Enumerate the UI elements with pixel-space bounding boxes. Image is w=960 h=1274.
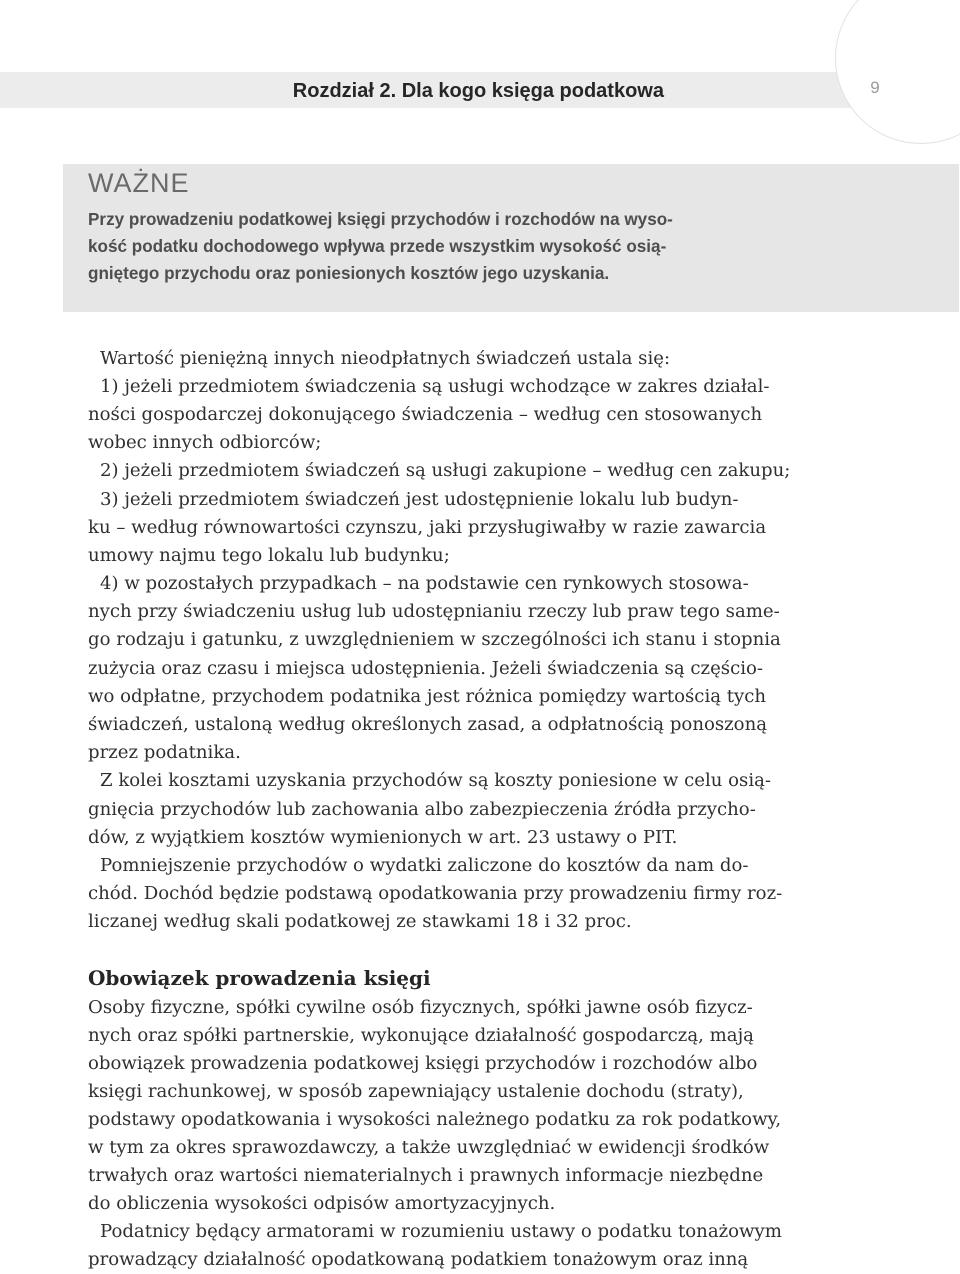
body-line: 3) jeżeli przedmiotem świadczeń jest udostępnienie lokalu lub budyn- — [100, 489, 739, 510]
body-line: wobec innych odbiorców; — [88, 432, 322, 453]
body-line: Z kolei kosztami uzyskania przychodów są koszty poniesione w celu osią- — [100, 770, 772, 791]
body-line: dów, z wyjątkiem kosztów wymienionych w art. 23 ustawy o PIT. — [88, 827, 678, 848]
section-line: do obliczenia wysokości odpisów amortyzacyjnych. — [88, 1193, 556, 1214]
section-line: trwałych oraz wartości niematerialnych i prawnych informacje niezbędne — [88, 1165, 764, 1186]
chapter-title: Rozdział 2. Dla kogo księga podatkowa — [292, 80, 664, 102]
important-line: kość podatku dochodowego wpływa przede wszystkim wysokość osią- — [88, 236, 667, 256]
body-line: nych przy świadczeniu usług lub udostępnianiu rzeczy lub praw tego same- — [88, 601, 780, 622]
section-line: Podatnicy będący armatorami w rozumieniu ustawy o podatku tonażowym — [100, 1221, 782, 1242]
important-line: Przy prowadzeniu podatkowej księgi przychodów i rozchodów na wyso- — [88, 209, 673, 229]
section-line: podstawy opodatkowania i wysokości należnego podatku za rok podatkowy, — [88, 1109, 782, 1130]
body-line: Wartość pieniężną innych nieodpłatnych świadczeń ustala się: — [100, 348, 671, 369]
body-line: Pomniejszenie przychodów o wydatki zaliczone do kosztów da nam do- — [100, 855, 749, 876]
body-line: wo odpłatne, przychodem podatnika jest różnica pomiędzy wartością tych — [88, 686, 767, 707]
body-line: przez podatnika. — [88, 742, 241, 763]
body-line: 1) jeżeli przedmiotem świadczenia są usługi wchodzące w zakres działal- — [100, 376, 770, 397]
section-line: księgi rachunkowej, w sposób zapewniający ustalenie dochodu (straty), — [88, 1081, 744, 1102]
body-line: umowy najmu tego lokalu lub budynku; — [88, 545, 450, 566]
section-line: obowiązek prowadzenia podatkowej księgi przychodów i rozchodów albo — [88, 1053, 758, 1074]
body-line: liczanej według skali podatkowej ze stawkami 18 i 32 proc. — [88, 911, 632, 932]
body-line: ności gospodarczej dokonującego świadczenia – według cen stosowanych — [88, 404, 763, 425]
page-number-circle — [835, 0, 960, 144]
section-line: w tym za okres sprawozdawczy, a także uwzględniać w ewidencji środków — [88, 1137, 770, 1158]
body-line: ku – według równowartości czynszu, jaki przysługiwałby w razie zawarcia — [88, 517, 767, 538]
page-number: 9 — [870, 78, 880, 97]
important-text — [88, 206, 848, 287]
body-line: go rodzaju i gatunku, z uwzględnieniem w szczególności ich stanu i stopnia — [88, 629, 781, 650]
body-line: chód. Dochód będzie podstawą opodatkowania przy prowadzeniu firmy roz- — [88, 883, 783, 904]
section-line: nych oraz spółki partnerskie, wykonujące działalność gospodarczą, mają — [88, 1025, 754, 1046]
section-heading: Obowiązek prowadzenia księgi — [88, 966, 431, 990]
important-line: gniętego przychodu oraz poniesionych kosztów jego uzyskania. — [88, 263, 610, 283]
body-line: zużycia oraz czasu i miejsca udostępnienia. Jeżeli świadczenia są częścio- — [88, 658, 763, 679]
section-line: Osoby fizyczne, spółki cywilne osób fizycznych, spółki jawne osób fizycz- — [88, 997, 753, 1018]
body-line: 2) jeżeli przedmiotem świadczeń są usługi zakupione – według cen zakupu; — [100, 460, 791, 481]
body-line: 4) w pozostałych przypadkach – na podstawie cen rynkowych stosowa- — [100, 573, 749, 594]
body-line: świadczeń, ustaloną według określonych zasad, a odpłatnością ponoszoną — [88, 714, 768, 735]
body-line: gnięcia przychodów lub zachowania albo zabezpieczenia źródła przycho- — [88, 799, 756, 820]
important-label: WAŻNE — [88, 168, 190, 198]
section-line: prowadzący działalność opodatkowaną podatkiem tonażowym oraz inną — [88, 1249, 749, 1270]
